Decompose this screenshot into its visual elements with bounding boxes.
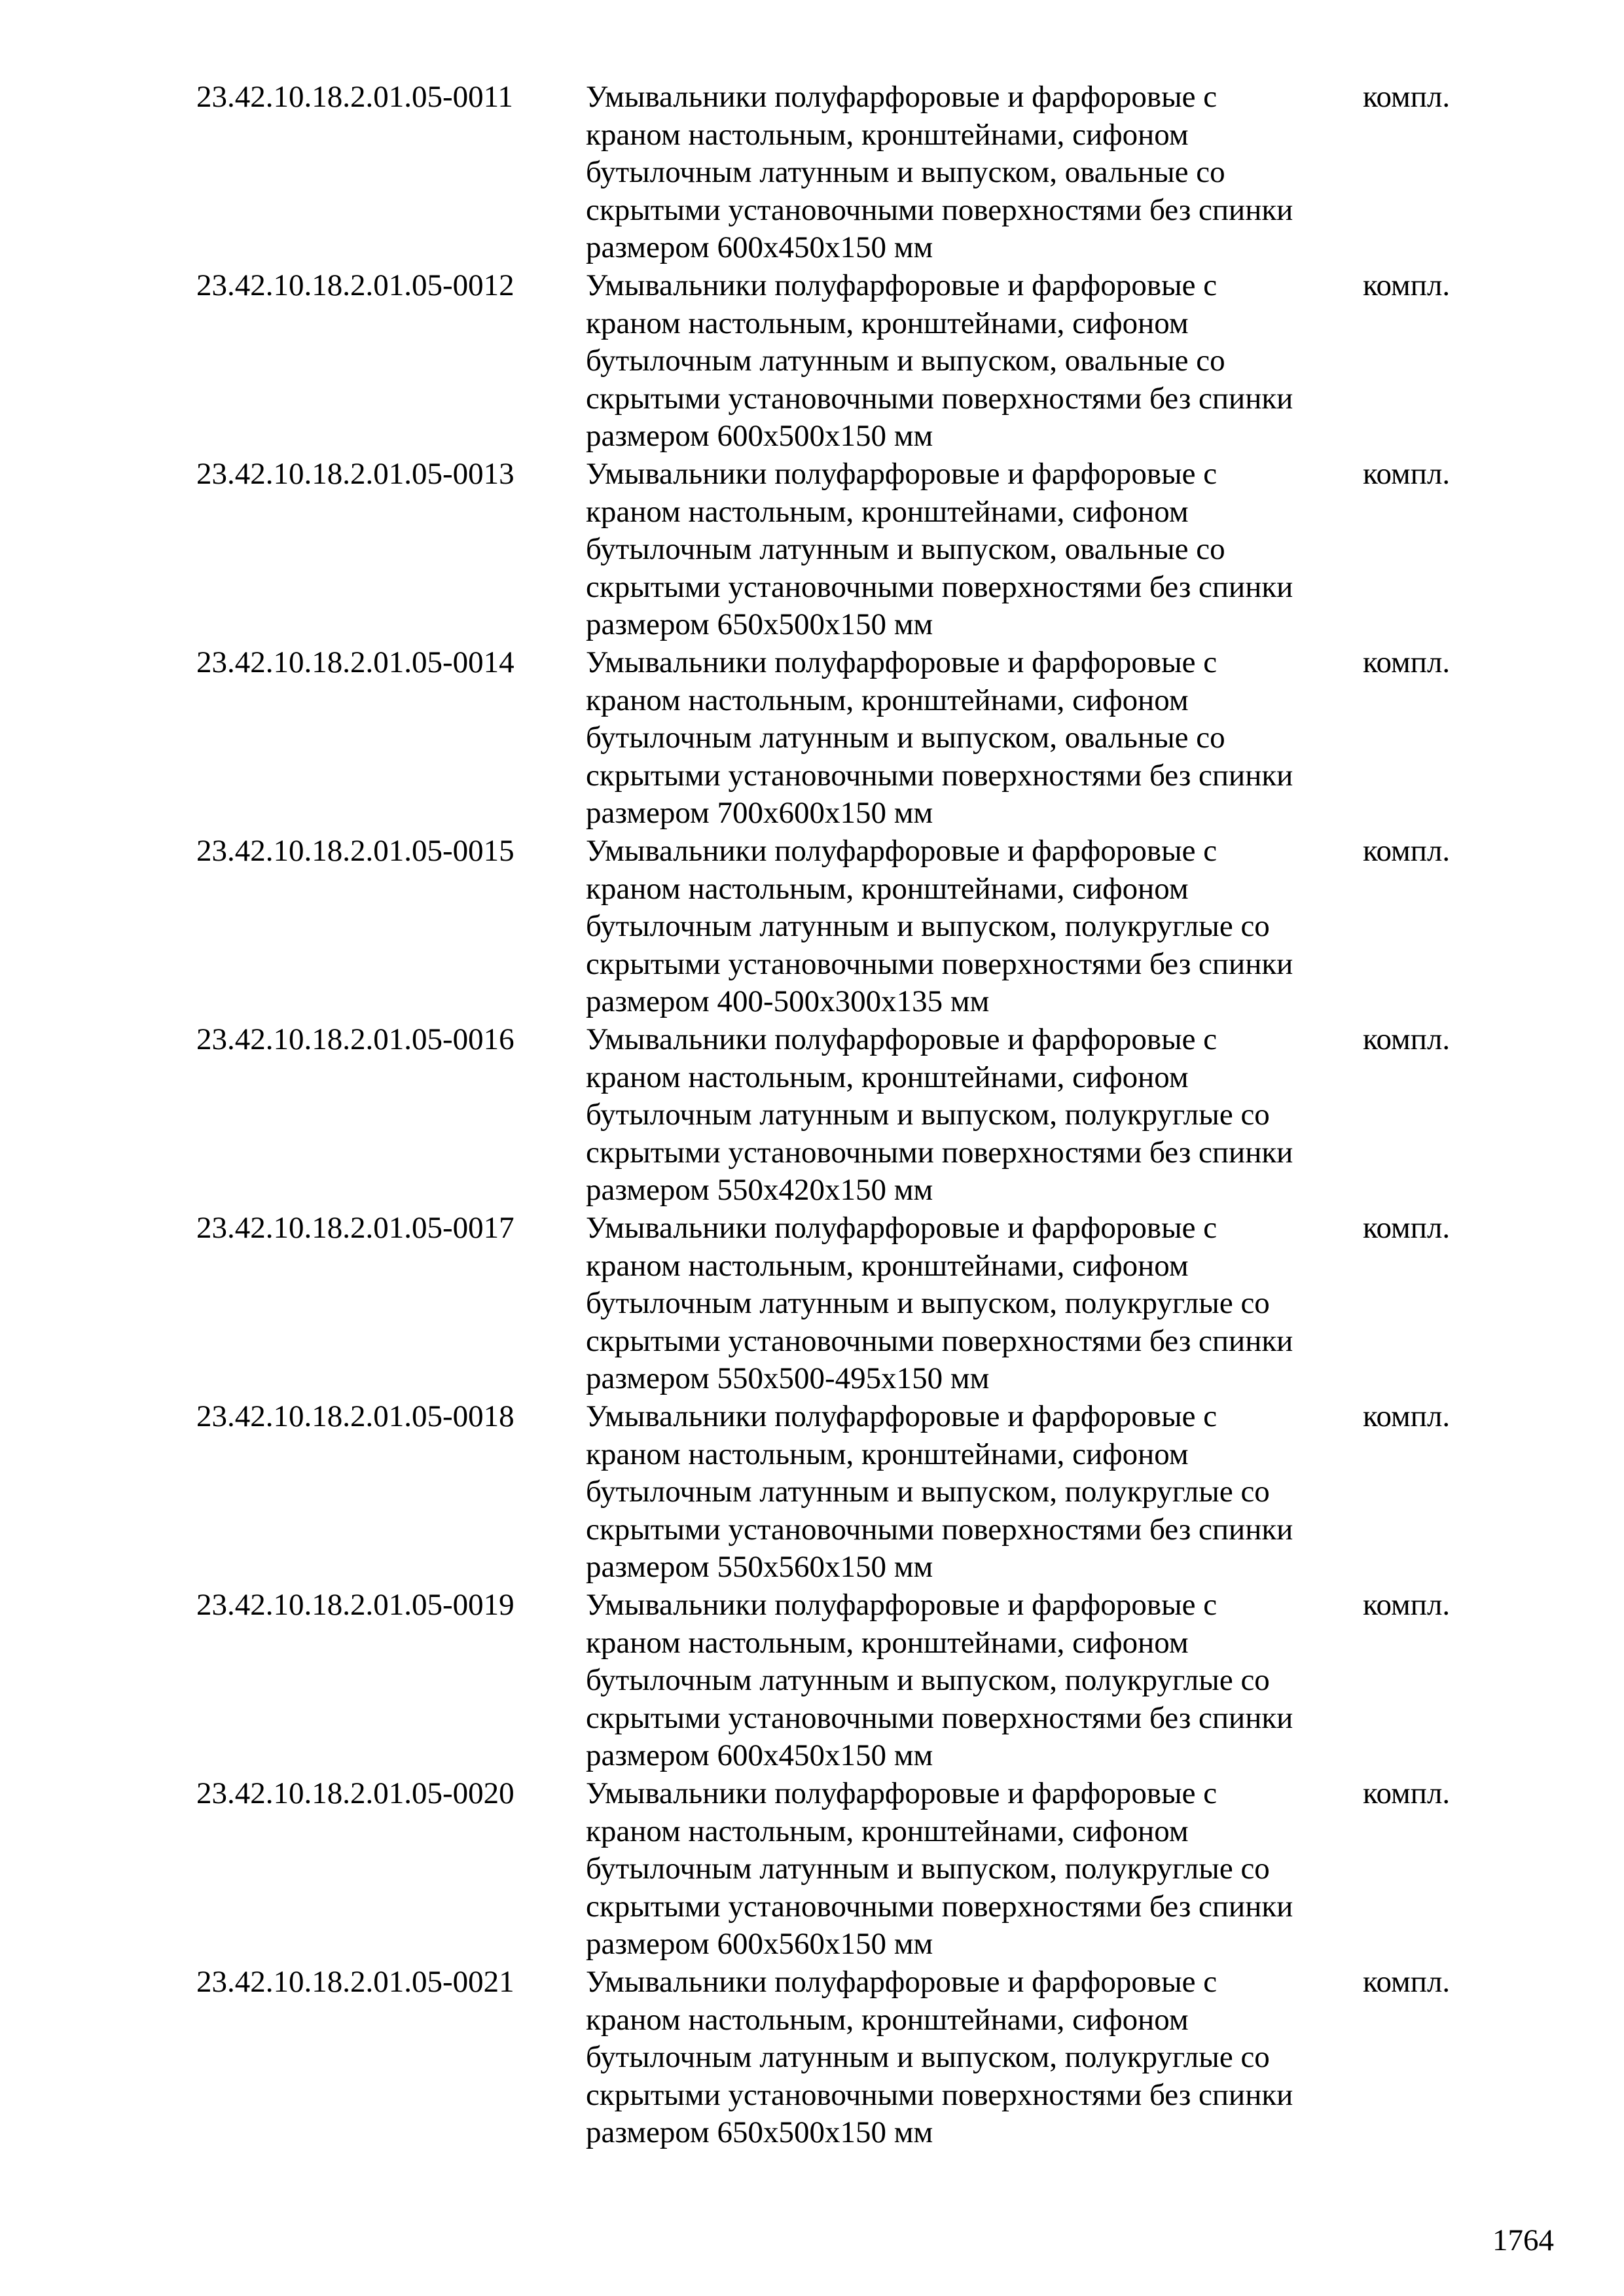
description-line: размером 600х560х150 мм xyxy=(586,1927,933,1961)
resource-code: 23.42.10.18.2.01.05-0012 xyxy=(196,268,514,302)
resource-description xyxy=(586,267,1365,456)
table-row xyxy=(196,833,1473,1021)
table-row xyxy=(196,644,1473,833)
description-line: скрытыми установочными поверхностями без спинки xyxy=(586,381,1293,416)
description-line: краном настольным, кронштейнами, сифоном xyxy=(586,1437,1189,1471)
description-line: бутылочным латунным и выпуском, полукруглые со xyxy=(586,1663,1270,1697)
description-line: краном настольным, кронштейнами, сифоном xyxy=(586,494,1189,529)
description-line: скрытыми установочными поверхностями без спинки xyxy=(586,569,1293,604)
description-line: краном настольным, кронштейнами, сифоном xyxy=(586,871,1189,906)
resource-code: 23.42.10.18.2.01.05-0021 xyxy=(196,1965,514,1999)
price-list-table xyxy=(196,79,1473,2152)
resource-description xyxy=(586,456,1365,644)
description-line: краном настольным, кронштейнами, сифоном xyxy=(586,2002,1189,2037)
description-line: Умывальники полуфарфоровые и фарфоровые с xyxy=(586,834,1218,868)
unit-of-measure: компл. xyxy=(1363,1399,1451,1433)
description-line: Умывальники полуфарфоровые и фарфоровые с xyxy=(586,1588,1218,1622)
unit-of-measure: компл. xyxy=(1363,457,1451,491)
description-line: Умывальники полуфарфоровые и фарфоровые с xyxy=(586,268,1218,302)
description-line: краном настольным, кронштейнами, сифоном xyxy=(586,1248,1189,1283)
resource-code: 23.42.10.18.2.01.05-0014 xyxy=(196,645,514,679)
resource-description xyxy=(586,1210,1365,1398)
description-line: бутылочным латунным и выпуском, полукруглые со xyxy=(586,2040,1270,2074)
description-line: бутылочным латунным и выпуском, полукруглые со xyxy=(586,909,1270,943)
unit-of-measure: компл. xyxy=(1363,268,1451,302)
resource-description xyxy=(586,1398,1365,1587)
description-line: скрытыми установочными поверхностями без спинки xyxy=(586,1323,1293,1358)
table-row xyxy=(196,267,1473,456)
description-line: размером 650х500х150 мм xyxy=(586,607,933,641)
table-row xyxy=(196,79,1473,267)
description-line: бутылочным латунным и выпуском, овальные со xyxy=(586,532,1225,566)
table-row xyxy=(196,1210,1473,1398)
description-line: скрытыми установочными поверхностями без спинки xyxy=(586,2077,1293,2112)
table-row xyxy=(196,1398,1473,1587)
resource-description xyxy=(586,644,1365,833)
description-line: скрытыми установочными поверхностями без спинки xyxy=(586,192,1293,227)
resource-description xyxy=(586,1021,1365,1210)
description-line: Умывальники полуфарфоровые и фарфоровые с xyxy=(586,80,1218,114)
description-line: бутылочным латунным и выпуском, полукруглые со xyxy=(586,1286,1270,1320)
description-line: бутылочным латунным и выпуском, полукруглые со xyxy=(586,1098,1270,1132)
description-line: скрытыми установочными поверхностями без спинки xyxy=(586,758,1293,793)
description-line: краном настольным, кронштейнами, сифоном xyxy=(586,1814,1189,1848)
description-line: бутылочным латунным и выпуском, овальные со xyxy=(586,721,1225,755)
description-line: скрытыми установочными поверхностями без спинки xyxy=(586,1889,1293,1924)
description-line: размером 400-500х300х135 мм xyxy=(586,984,990,1018)
unit-of-measure: компл. xyxy=(1363,1022,1451,1056)
resource-description xyxy=(586,1587,1365,1775)
description-line: краном настольным, кронштейнами, сифоном xyxy=(586,1060,1189,1094)
resource-code: 23.42.10.18.2.01.05-0018 xyxy=(196,1399,514,1433)
resource-code: 23.42.10.18.2.01.05-0015 xyxy=(196,834,514,868)
description-line: бутылочным латунным и выпуском, полукруглые со xyxy=(586,1475,1270,1509)
description-line: Умывальники полуфарфоровые и фарфоровые с xyxy=(586,1211,1218,1245)
unit-of-measure: компл. xyxy=(1363,1776,1451,1810)
description-line: Умывальники полуфарфоровые и фарфоровые с xyxy=(586,457,1218,491)
description-line: бутылочным латунным и выпуском, полукруглые со xyxy=(586,1852,1270,1886)
unit-of-measure: компл. xyxy=(1363,1588,1451,1622)
description-line: размером 550х420х150 мм xyxy=(586,1173,933,1207)
resource-code: 23.42.10.18.2.01.05-0013 xyxy=(196,457,514,491)
description-line: скрытыми установочными поверхностями без спинки xyxy=(586,946,1293,981)
table-row xyxy=(196,1964,1473,2152)
description-line: размером 650х500х150 мм xyxy=(586,2115,933,2149)
description-line: Умывальники полуфарфоровые и фарфоровые с xyxy=(586,645,1218,679)
table-row xyxy=(196,456,1473,644)
resource-description xyxy=(586,79,1365,267)
resource-code: 23.42.10.18.2.01.05-0020 xyxy=(196,1776,514,1810)
description-line: краном настольным, кронштейнами, сифоном xyxy=(586,1625,1189,1660)
description-line: краном настольным, кронштейнами, сифоном xyxy=(586,306,1189,340)
description-line: размером 600х500х150 мм xyxy=(586,419,933,453)
description-line: размером 600х450х150 мм xyxy=(586,230,933,264)
resource-description xyxy=(586,1775,1365,1964)
description-line: краном настольным, кронштейнами, сифоном xyxy=(586,683,1189,717)
unit-of-measure: компл. xyxy=(1363,645,1451,679)
resource-code: 23.42.10.18.2.01.05-0016 xyxy=(196,1022,514,1056)
description-line: Умывальники полуфарфоровые и фарфоровые с xyxy=(586,1022,1218,1056)
description-line: Умывальники полуфарфоровые и фарфоровые с xyxy=(586,1776,1218,1810)
description-line: краном настольным, кронштейнами, сифоном xyxy=(586,117,1189,152)
description-line: размером 600х450х150 мм xyxy=(586,1738,933,1772)
description-line: бутылочным латунным и выпуском, овальные со xyxy=(586,155,1225,189)
resource-code: 23.42.10.18.2.01.05-0017 xyxy=(196,1211,514,1245)
description-line: размером 700х600х150 мм xyxy=(586,796,933,830)
description-line: размером 550х560х150 мм xyxy=(586,1550,933,1584)
description-line: Умывальники полуфарфоровые и фарфоровые с xyxy=(586,1965,1218,1999)
resource-description xyxy=(586,1964,1365,2152)
description-line: бутылочным латунным и выпуском, овальные со xyxy=(586,344,1225,378)
description-line: размером 550х500-495х150 мм xyxy=(586,1361,990,1395)
page-number: 1764 xyxy=(1492,2223,1554,2257)
table-row xyxy=(196,1587,1473,1775)
description-line: скрытыми установочными поверхностями без спинки xyxy=(586,1512,1293,1547)
unit-of-measure: компл. xyxy=(1363,80,1451,114)
unit-of-measure: компл. xyxy=(1363,1965,1451,1999)
unit-of-measure: компл. xyxy=(1363,834,1451,868)
resource-code: 23.42.10.18.2.01.05-0019 xyxy=(196,1588,514,1622)
description-line: скрытыми установочными поверхностями без спинки xyxy=(586,1135,1293,1170)
resource-description xyxy=(586,833,1365,1021)
resource-code: 23.42.10.18.2.01.05-0011 xyxy=(196,80,513,114)
table-row xyxy=(196,1021,1473,1210)
description-line: Умывальники полуфарфоровые и фарфоровые с xyxy=(586,1399,1218,1433)
unit-of-measure: компл. xyxy=(1363,1211,1451,1245)
description-line: скрытыми установочными поверхностями без спинки xyxy=(586,1700,1293,1735)
table-row xyxy=(196,1775,1473,1964)
